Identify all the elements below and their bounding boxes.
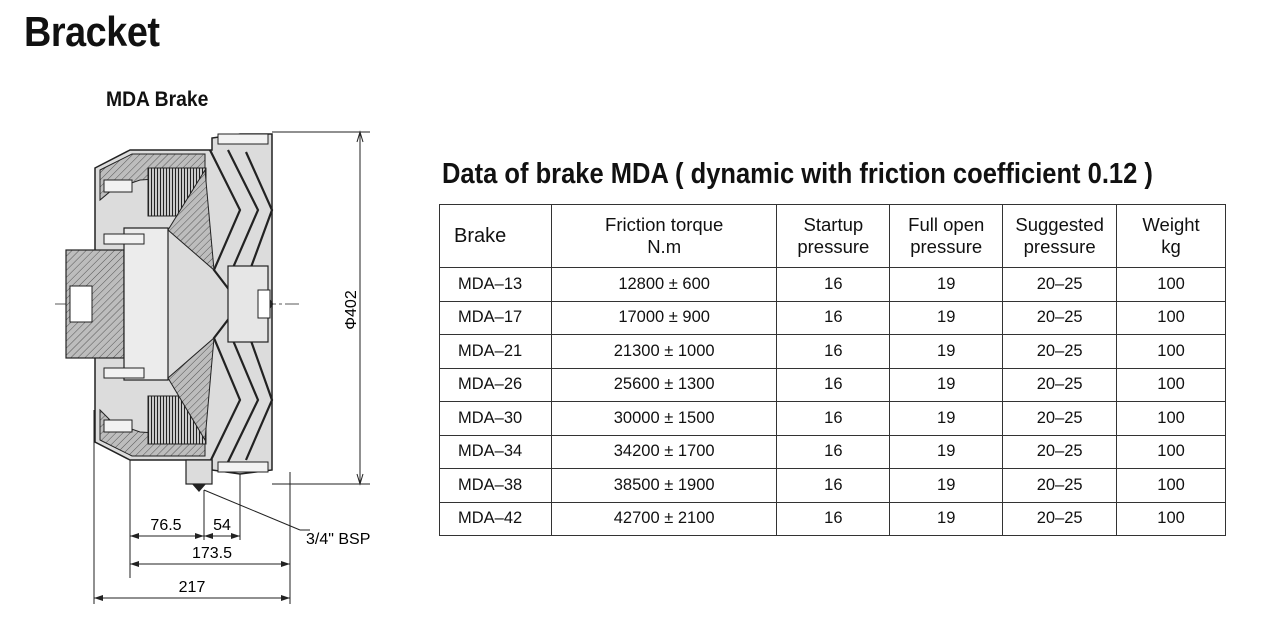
header-full-open-pressure bbox=[890, 205, 1003, 268]
cell-brake: MDA–13 bbox=[440, 268, 552, 302]
cell-fullopen: 19 bbox=[890, 301, 1003, 335]
header-torque-line1: Friction torque bbox=[605, 214, 724, 235]
cell-suggested: 20–25 bbox=[1003, 368, 1117, 402]
dim-54: 54 bbox=[213, 517, 231, 534]
page-title: Bracket bbox=[24, 8, 160, 55]
cell-weight: 100 bbox=[1117, 335, 1226, 369]
cell-startup: 16 bbox=[777, 502, 890, 536]
cell-brake: MDA–38 bbox=[440, 469, 552, 503]
header-weight-line1: Weight bbox=[1142, 214, 1200, 235]
table-row bbox=[440, 469, 1226, 503]
cell-fullopen: 19 bbox=[890, 502, 1003, 536]
header-brake: Brake bbox=[440, 205, 552, 268]
cell-startup: 16 bbox=[777, 268, 890, 302]
header-torque-line2: N.m bbox=[647, 236, 682, 257]
cell-suggested: 20–25 bbox=[1003, 335, 1117, 369]
cell-fullopen: 19 bbox=[890, 402, 1003, 436]
cell-weight: 100 bbox=[1117, 368, 1226, 402]
cell-weight: 100 bbox=[1117, 268, 1226, 302]
dim-diameter: Φ402 bbox=[343, 290, 360, 330]
cell-weight: 100 bbox=[1117, 301, 1226, 335]
cell-brake: MDA–26 bbox=[440, 368, 552, 402]
cell-suggested: 20–25 bbox=[1003, 268, 1117, 302]
cell-torque: 38500 ± 1900 bbox=[551, 469, 777, 503]
hub-body bbox=[124, 228, 168, 380]
header-fullopen-line1: Full open bbox=[908, 214, 985, 235]
cell-startup: 16 bbox=[777, 469, 890, 503]
cell-weight: 100 bbox=[1117, 469, 1226, 503]
cell-weight: 100 bbox=[1117, 435, 1226, 469]
table-row bbox=[440, 402, 1226, 436]
header-startup-line1: Startup bbox=[803, 214, 864, 235]
dim-76-5: 76.5 bbox=[150, 517, 182, 534]
header-weight-line2: kg bbox=[1161, 236, 1181, 257]
header-startup-line2: pressure bbox=[797, 236, 870, 257]
bsp-port-label: 3/4" BSP bbox=[306, 531, 371, 548]
cell-suggested: 20–25 bbox=[1003, 301, 1117, 335]
table-row bbox=[440, 268, 1226, 302]
brake-cross-section bbox=[0, 110, 400, 616]
header-fullopen-line2: pressure bbox=[910, 236, 983, 257]
cell-suggested: 20–25 bbox=[1003, 435, 1117, 469]
cell-fullopen: 19 bbox=[890, 469, 1003, 503]
cell-startup: 16 bbox=[777, 301, 890, 335]
cell-startup: 16 bbox=[777, 335, 890, 369]
cell-torque: 30000 ± 1500 bbox=[551, 402, 777, 436]
drawing-title: MDA Brake bbox=[106, 88, 209, 111]
header-suggested-line2: pressure bbox=[1023, 236, 1096, 257]
cell-suggested: 20–25 bbox=[1003, 469, 1117, 503]
table-row bbox=[440, 435, 1226, 469]
cell-weight: 100 bbox=[1117, 402, 1226, 436]
cell-startup: 16 bbox=[777, 435, 890, 469]
header-startup-pressure bbox=[777, 205, 890, 268]
header-suggested-pressure bbox=[1003, 205, 1117, 268]
cell-brake: MDA–42 bbox=[440, 502, 552, 536]
cell-suggested: 20–25 bbox=[1003, 502, 1117, 536]
header-suggested-line1: Suggested bbox=[1015, 214, 1104, 235]
hub-bore bbox=[70, 286, 92, 322]
cell-torque: 42700 ± 2100 bbox=[551, 502, 777, 536]
table-row bbox=[440, 502, 1226, 536]
table-header-row bbox=[440, 205, 1226, 268]
cell-suggested: 20–25 bbox=[1003, 402, 1117, 436]
cell-fullopen: 19 bbox=[890, 368, 1003, 402]
cell-brake: MDA–21 bbox=[440, 335, 552, 369]
bsp-port bbox=[186, 460, 212, 484]
cell-torque: 17000 ± 900 bbox=[551, 301, 777, 335]
cell-brake: MDA–34 bbox=[440, 435, 552, 469]
brake-drawing bbox=[0, 110, 400, 616]
cell-torque: 21300 ± 1000 bbox=[551, 335, 777, 369]
table-row bbox=[440, 301, 1226, 335]
dim-173-5: 173.5 bbox=[191, 545, 233, 562]
table-title: Data of brake MDA ( dynamic with friction coefficient 0.12 ) bbox=[442, 158, 1153, 190]
brake-data-table bbox=[439, 204, 1226, 536]
cell-torque: 34200 ± 1700 bbox=[551, 435, 777, 469]
header-weight bbox=[1117, 205, 1226, 268]
header-friction-torque bbox=[551, 205, 777, 268]
cell-fullopen: 19 bbox=[890, 268, 1003, 302]
cell-startup: 16 bbox=[777, 368, 890, 402]
table-row bbox=[440, 335, 1226, 369]
cell-torque: 25600 ± 1300 bbox=[551, 368, 777, 402]
cell-fullopen: 19 bbox=[890, 335, 1003, 369]
cell-brake: MDA–30 bbox=[440, 402, 552, 436]
cell-brake: MDA–17 bbox=[440, 301, 552, 335]
dim-217: 217 bbox=[178, 579, 206, 596]
table-row bbox=[440, 368, 1226, 402]
cell-weight: 100 bbox=[1117, 502, 1226, 536]
cell-startup: 16 bbox=[777, 402, 890, 436]
cell-fullopen: 19 bbox=[890, 435, 1003, 469]
cell-torque: 12800 ± 600 bbox=[551, 268, 777, 302]
